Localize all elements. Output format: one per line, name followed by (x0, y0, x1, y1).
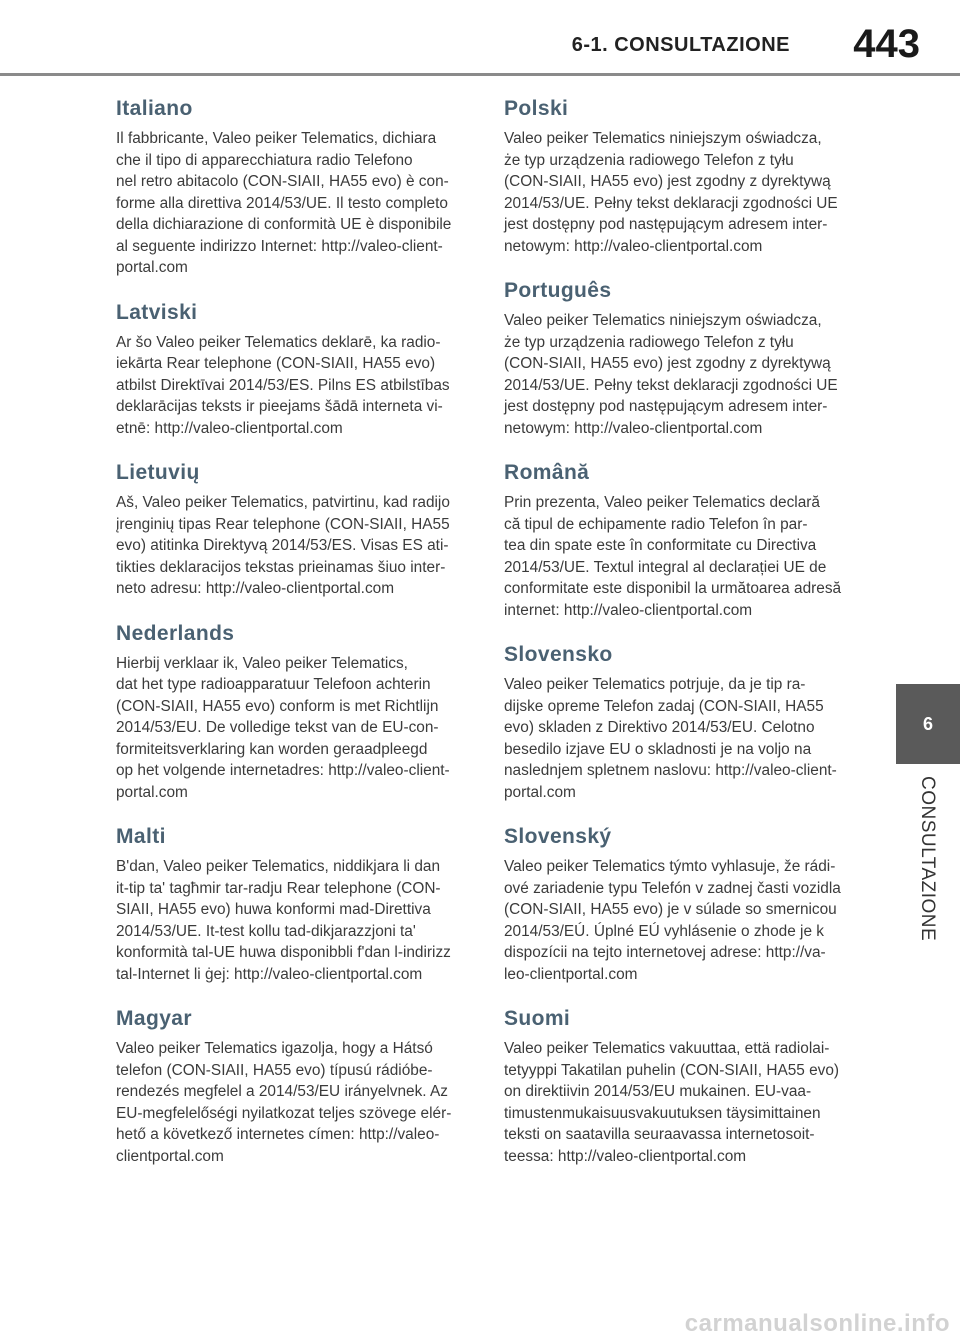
text-line: besedilo izjave EU o skladnosti je na voljo na (504, 740, 812, 758)
text-line: Il fabbricante, Valeo peiker Telematics, dichiara (116, 130, 437, 147)
declaration-text (504, 128, 854, 257)
declaration-text (504, 492, 854, 621)
text-line: naslednjem spletnem naslovu: http://valeo-client- (504, 762, 837, 779)
text-line: tetyyppi Takatilan puhelin (CON-SIAII, HA55 evo) (504, 1061, 840, 1079)
text-line: dijske opreme Telefon zadaj (CON-SIAII, HA55 (504, 697, 824, 715)
chapter-label-area (896, 770, 960, 970)
text-line: jest dostępny pod następującym adresem inter- (504, 216, 828, 233)
text-line: al seguente indirizzo Internet: http://valeo-client- (116, 237, 443, 255)
text-line: iekārta Rear telephone (CON-SIAII, HA55 evo) (116, 355, 436, 372)
text-line: conformitate este disponibil la următoarea adresă (504, 580, 842, 597)
text-line: evo) skladen z Direktivo 2014/53/EU. Celotno (504, 719, 815, 736)
text-line: Hierbij verklaar ik, Valeo peiker Telematics, (116, 654, 408, 672)
text-line: Valeo peiker Telematics vakuuttaa, että radiolai- (504, 1040, 830, 1057)
declaration-text (504, 674, 854, 803)
language-heading: Suomi (504, 1007, 571, 1030)
declaration-text (504, 1038, 854, 1167)
text-line: teessa: http://valeo-clientportal.com (504, 1147, 747, 1165)
declaration-text (116, 856, 466, 985)
declaration-text (116, 492, 466, 600)
language-heading: Magyar (116, 1007, 192, 1030)
right-column (504, 96, 854, 1188)
language-heading: Latviski (116, 300, 198, 324)
text-line: nel retro abitacolo (CON-SIAII, HA55 evo) è con- (116, 173, 449, 190)
left-column (116, 96, 466, 1188)
chapter-label: CONSULTAZIONE (917, 776, 938, 942)
language-section (504, 460, 854, 621)
text-line: że typ urządzenia radiowego Telefon z tyłu (504, 333, 794, 351)
text-line: (CON-SIAII, HA55 evo) conform is met Richtlijn (116, 697, 439, 715)
language-heading: Nederlands (116, 621, 235, 645)
text-line: timustenmukaisuusvakuutuksen täysimittainen (504, 1104, 821, 1122)
language-section (116, 1006, 466, 1167)
text-line: dispozícii na tejto internetovej adrese: http://va- (504, 944, 826, 961)
declaration-text (116, 1038, 466, 1167)
text-line: tikties deklaracijos tekstas prieinamas šiuo inter- (116, 558, 446, 576)
text-line: tal-Internet li ġej: http://valeo-clientportal.com (116, 965, 423, 983)
watermark: carmanualsonline.info (684, 1310, 950, 1337)
text-line: Ar šo Valeo peiker Telematics deklarē, ka radio- (116, 333, 441, 351)
declaration-text (116, 128, 466, 279)
declaration-text (504, 310, 854, 439)
language-heading: Malti (116, 825, 166, 848)
text-line: telefon (CON-SIAII, HA55 evo) típusú rádióbe- (116, 1061, 433, 1079)
page-header (0, 0, 960, 78)
language-section (116, 621, 466, 804)
text-line: Valeo peiker Telematics igazolja, hogy a Hátsó (116, 1040, 433, 1057)
header-rule (0, 73, 960, 76)
text-line: leo-clientportal.com (504, 965, 638, 983)
text-line: on direktiivin 2014/53/EU mukainen. EU-vaa- (504, 1083, 812, 1100)
text-line: (CON-SIAII, HA55 evo) je v súlade so smernicou (504, 901, 837, 918)
text-line: įrenginių tipas Rear telephone (CON-SIAII, HA55 (116, 515, 450, 533)
text-line: portal.com (504, 783, 576, 801)
text-line: Valeo peiker Telematics niniejszym oświadcza, (504, 130, 822, 147)
text-line: netowym: http://valeo-clientportal.com (504, 419, 763, 437)
text-line: it-tip ta' tagħmir tar-radju Rear telephone (CON- (116, 879, 441, 897)
text-line: op het volgende internetadres: http://valeo-client- (116, 762, 450, 779)
text-line: portal.com (116, 783, 188, 801)
text-line: ové zariadenie typu Telefón v zadnej časti vozidla (504, 879, 841, 897)
text-line: konformità tal-UE huwa disponibbli f'dan l-indirizz (116, 944, 451, 961)
text-line: 2014/53/UE. It-test kollu tad-dikjarazzjoni ta' (116, 922, 416, 940)
text-line: portal.com (116, 259, 188, 276)
text-line: 2014/53/UE. Pełny tekst deklaracji zgodności UE (504, 376, 838, 394)
declaration-text (504, 856, 854, 985)
language-heading: Română (504, 461, 590, 484)
language-section (504, 642, 854, 803)
language-section (504, 824, 854, 985)
text-line: (CON-SIAII, HA55 evo) jest zgodny z dyrektywą (504, 355, 831, 372)
declaration-text (116, 653, 466, 804)
text-line: neto adresu: http://valeo-clientportal.com (116, 580, 395, 597)
language-heading: Italiano (116, 97, 193, 120)
page-number: 443 (853, 22, 920, 66)
text-line: że typ urządzenia radiowego Telefon z tyłu (504, 151, 794, 169)
language-section (116, 96, 466, 279)
text-line: deklarācijas teksts ir pieejams šādā interneta vi- (116, 398, 443, 415)
language-section (116, 824, 466, 985)
text-line: că tipul de echipamente radio Telefon în par- (504, 515, 808, 533)
text-line: Valeo peiker Telematics potrjuje, da je tip ra- (504, 676, 806, 693)
chapter-number: 6 (922, 714, 933, 734)
text-line: jest dostępny pod następującym adresem inter- (504, 398, 828, 415)
text-line: SIAII, HA55 evo) huwa konformi mad-Direttiva (116, 901, 431, 918)
text-line: internet: http://valeo-clientportal.com (504, 601, 753, 619)
text-line: atbilst Direktīvai 2014/53/ES. Pilns ES atbilstības (116, 376, 450, 394)
text-line: hető a következő internetes címen: http://valeo- (116, 1126, 440, 1143)
language-heading: Lietuvių (116, 461, 200, 484)
language-section (116, 460, 466, 600)
text-line: teksti on saatavilla seuraavassa internetosoit- (504, 1126, 815, 1143)
language-heading: Slovenský (504, 825, 612, 848)
text-line: Aš, Valeo peiker Telematics, patvirtinu, kad radijo (116, 494, 450, 511)
text-line: B'dan, Valeo peiker Telematics, niddikjara li dan (116, 858, 441, 875)
text-line: Prin prezenta, Valeo peiker Telematics declară (504, 494, 820, 511)
text-line: formiteitsverklaring kan worden geraadpleegd (116, 740, 428, 758)
language-section (504, 278, 854, 439)
text-line: della dichiarazione di conformità UE è disponibile (116, 216, 452, 233)
language-heading: Português (504, 279, 612, 302)
text-line: EU-megfelelőségi nyilatkozat teljes szövege elér- (116, 1104, 452, 1122)
text-line: Valeo peiker Telematics týmto vyhlasuje, že rádi- (504, 858, 836, 875)
text-line: etnē: http://valeo-clientportal.com (116, 419, 343, 437)
chapter-tab[interactable] (896, 684, 960, 764)
text-line: evo) atitinka Direktyvą 2014/53/ES. Visas ES ati- (116, 537, 449, 554)
text-line: 2014/53/UE. Textul integral al declarației UE de (504, 558, 827, 576)
language-heading: Polski (504, 97, 569, 120)
text-line: Valeo peiker Telematics niniejszym oświadcza, (504, 312, 822, 329)
text-line: 2014/53/UE. Pełny tekst deklaracji zgodności UE (504, 194, 838, 212)
text-line: 2014/53/EU. De volledige tekst van de EU-con- (116, 719, 439, 736)
language-section (504, 1006, 854, 1167)
text-line: 2014/53/EÚ. Úplné EÚ vyhlásenie o zhode je k (504, 922, 824, 940)
text-line: tea din spate este în conformitate cu Directiva (504, 537, 817, 554)
language-heading: Slovensko (504, 643, 613, 666)
text-line: (CON-SIAII, HA55 evo) jest zgodny z dyrektywą (504, 173, 831, 190)
text-line: netowym: http://valeo-clientportal.com (504, 237, 763, 255)
text-line: che il tipo di apparecchiatura radio Telefono (116, 151, 413, 169)
text-line: clientportal.com (116, 1147, 224, 1165)
text-line: dat het type radioapparatuur Telefoon achterin (116, 676, 431, 693)
section-title: 6-1. CONSULTAZIONE (571, 34, 790, 56)
language-section (504, 96, 854, 257)
text-line: forme alla direttiva 2014/53/UE. Il testo completo (116, 194, 448, 212)
declaration-text (116, 332, 466, 440)
text-line: rendezés megfelel a 2014/53/EU irányelvnek. Az (116, 1083, 448, 1100)
language-section (116, 300, 466, 440)
